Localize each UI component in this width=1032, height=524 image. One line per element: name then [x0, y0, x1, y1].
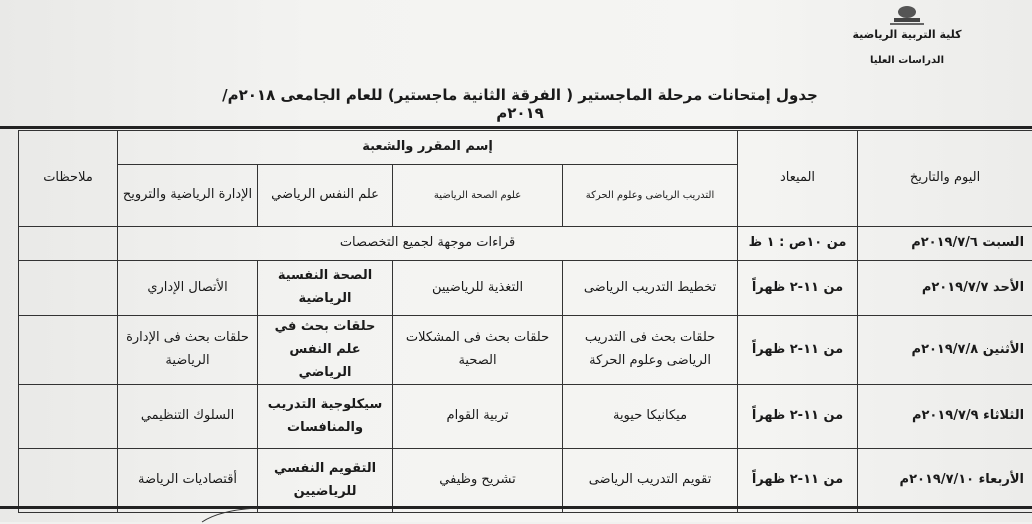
bottom-rule: [0, 506, 1032, 509]
exam-schedule-table: [18, 130, 1032, 513]
course-cell-training: تقويم التدريب الرياضى: [563, 449, 738, 513]
graduate-studies-label: الدراسات العليا: [842, 55, 972, 66]
day-date-cell: السبت ٢٠١٩/٧/٦م: [858, 227, 1032, 261]
university-logo-icon: [884, 4, 930, 26]
subheader-management: الإدارة الرياضية والترويح: [118, 165, 258, 227]
table-row: [19, 316, 1032, 385]
table-row: [19, 385, 1032, 449]
day-date-cell: الثلاثاء ٢٠١٩/٧/٩م: [858, 385, 1032, 449]
table-row: [19, 227, 1032, 261]
notes-cell: [19, 316, 118, 385]
course-cell-training: حلقات بحث فى التدريب الرياضى وعلوم الحركة: [563, 316, 738, 385]
faculty-name: كلية التربية الرياضية: [842, 28, 972, 41]
time-cell: من ١٠ص : ١ ظ: [738, 227, 858, 261]
subheader-health: علوم الصحة الرياضية: [393, 165, 563, 227]
header-day-date: اليوم والتاريخ: [858, 131, 1032, 227]
course-cell-health: حلقات بحث فى المشكلات الصحية: [393, 316, 563, 385]
notes-cell: [19, 385, 118, 449]
course-cell-training: تخطيط التدريب الرياضى: [563, 261, 738, 316]
subheader-training: التدريب الرياضى وعلوم الحركة: [563, 165, 738, 227]
notes-cell: [19, 449, 118, 513]
course-cell-health: التغذية للرياضيين: [393, 261, 563, 316]
table-header-row: [19, 131, 1032, 165]
course-cell-training: ميكانيكا حيوية: [563, 385, 738, 449]
course-cell-psychology: الصحة النفسية الرياضية: [258, 261, 393, 316]
time-cell: من ١١-٢ ظهراً: [738, 449, 858, 513]
faculty-header: [842, 4, 972, 66]
day-date-cell: الأحد ٢٠١٩/٧/٧م: [858, 261, 1032, 316]
course-cell-psychology: سيكلوجية التدريب والمنافسات: [258, 385, 393, 449]
course-cell-management: الأتصال الإداري: [118, 261, 258, 316]
page-title: جدول إمتحانات مرحلة الماجستير ( الفرقة الثانية ماجستير) للعام الجامعى ٢٠١٨م/٢٠١٩م: [200, 86, 840, 122]
time-cell: من ١١-٢ ظهراً: [738, 385, 858, 449]
time-cell: من ١١-٢ ظهراً: [738, 261, 858, 316]
notes-cell: [19, 261, 118, 316]
course-cell-management: أقتصاديات الرياضة: [118, 449, 258, 513]
course-cell-psychology: التقويم النفسي للرياضيين: [258, 449, 393, 513]
course-cell-psychology: حلقات بحث في علم النفس الرياضي: [258, 316, 393, 385]
header-time: الميعاد: [738, 131, 858, 227]
top-rule: [0, 126, 1032, 129]
course-cell-health: تشريح وظيفي: [393, 449, 563, 513]
notes-cell: [19, 227, 118, 261]
time-cell: من ١١-٢ ظهراً: [738, 316, 858, 385]
course-cell-health: تربية القوام: [393, 385, 563, 449]
day-date-cell: الأربعاء ٢٠١٩/٧/١٠م: [858, 449, 1032, 513]
header-course-group: إسم المقرر والشعبة: [118, 131, 738, 165]
table-row: [19, 261, 1032, 316]
header-notes: ملاحظات: [19, 131, 118, 227]
course-cell-management: السلوك التنظيمي: [118, 385, 258, 449]
course-cell-management: حلقات بحث فى الإدارة الرياضية: [118, 316, 258, 385]
signature-stroke: [200, 506, 260, 524]
merged-course-cell: قراءات موجهة لجميع التخصصات: [118, 227, 738, 261]
day-date-cell: الأثنين ٢٠١٩/٧/٨م: [858, 316, 1032, 385]
subheader-psychology: علم النفس الرياضي: [258, 165, 393, 227]
table-row: [19, 449, 1032, 513]
